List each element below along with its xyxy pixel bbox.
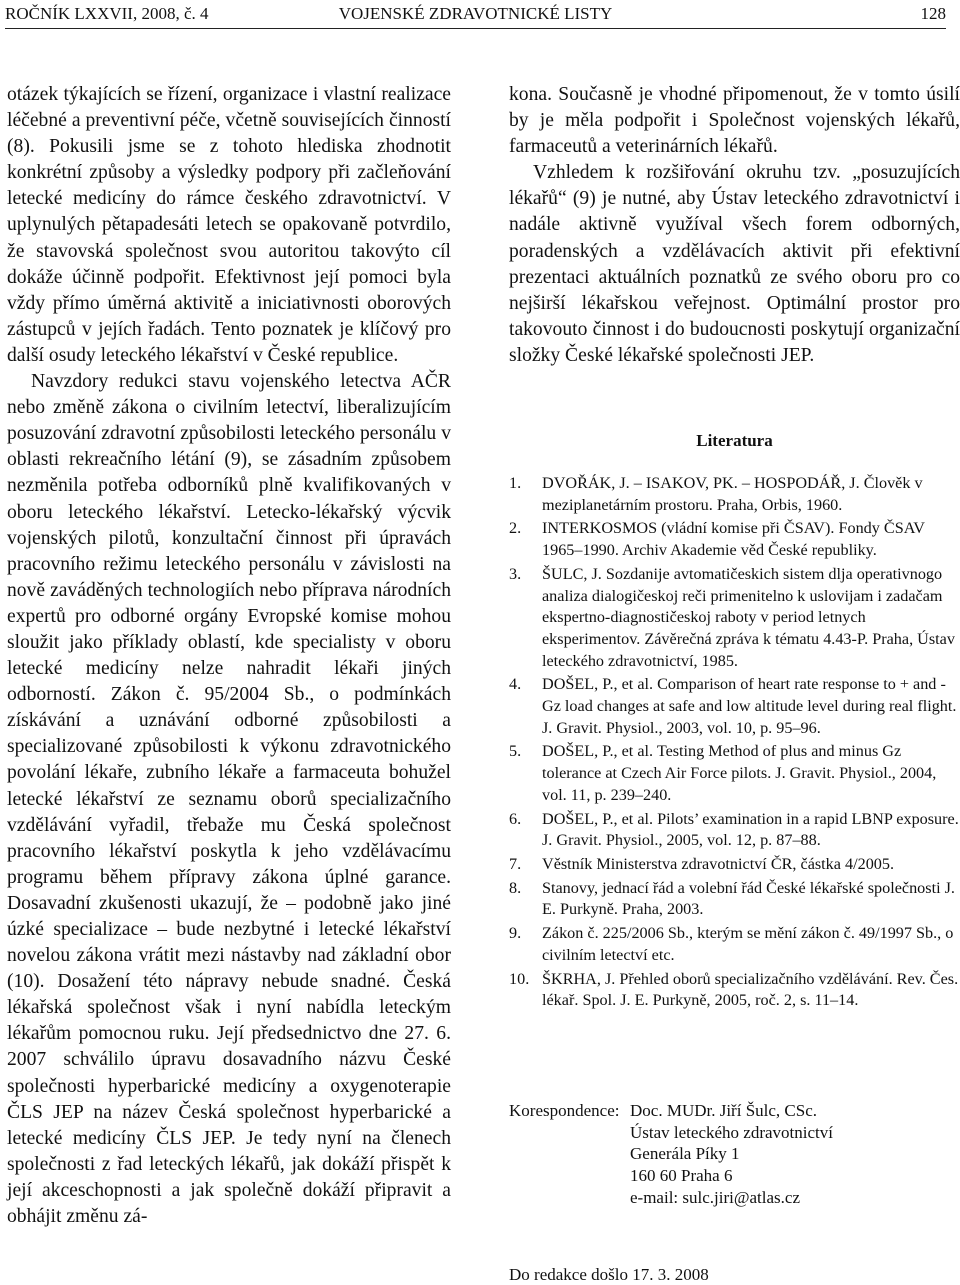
email-address: e-mail: sulc.jiri@atlas.cz — [630, 1187, 801, 1207]
reference-text: INTERKOSMOS (vládní komise při ČSAV). Fondy ČSAV 1965–1990. Archiv Akademie věd České republiky. — [542, 519, 925, 560]
reference-item — [509, 741, 960, 806]
journal-issue: ROČNÍK LXXVII, 2008, č. 4 — [5, 4, 209, 23]
reference-number: 7. — [509, 854, 522, 873]
reference-item — [509, 878, 960, 921]
reference-number: 8. — [509, 878, 522, 897]
paragraph: Navzdory redukci stavu vojenského letectva AČR nebo změně zákona o civilním letectví, liberalizujícím posuzování zdravotní způsobilosti leteckého personálu v oblasti rekreačního létání (9), se zásadním způsobem nezměnila potřeba odborníků plně kvalifikovaných v oboru leteckého lékařství. Letecko-lékařský výcvik vojenských pilotů, konzultační činnost při úpravách pracovního režimu leteckého personálu v závislosti na nově zaváděných technologiích nebo příprava národních expertů pro odborné orgány Evropské komise mohou sloužit jako příklady oblastí, kde specialisty v oboru letecké medicíny nelze nahradit lékaři jiných odborností. Zákon č. 95/2004 Sb., o podmínkách získávání a uznávání odborné způsobilosti a specializované způsobilosti k výkonu zdravotnického povolání lékaře, zubního lékaře a farmaceuta bohužel letecké lékařství ze seznamu oborů specializačního vzdělávání vyřadil, třebaže mu Česká společnost pracovního lékařství poskytla k jeho vzdělávacímu programu během přípravy zákona úplné garance. Dosavadní zkušenosti ukazují, že – podobně jako jiné úzké specializace – bude nezbytné i letecké lékařství novelou zákona vrátit mezi nástavby nad základní obor (10). Dosažení této nápravy nebude snadné. Česká lékařská společnost však i nyní nabídla leteckým lékařům pomocnou ruku. Její předsednictvo dne 27. 6. 2007 schválilo úpravu dosavadního názvu České společnosti hyperbarické medicíny a oxygenoterapie ČLS JEP na název Česká společnost hyperbarické a letecké medicíny ČLS JEP. Je tedy nyní na členech společnosti z řad leteckých lékařů, jak dokáží přispět k její akceschopnosti a jak společně dokáží připravit a obhájit změnu zá- — [7, 371, 451, 1228]
paragraph: kona. Současně je vhodné připomenout, že v tomto úsilí by je měla podpořit i Společnost vojenských lékařů, farmaceutů a veterinárních lékařů. — [509, 84, 960, 158]
paragraph: Vzhledem k rozšiřování okruhu tzv. „posuzujících lékařů“ (9) je nutné, aby Ústav leteckého zdravotnictví i nadále aktivně využíval všech forem odborných, poradenských a vzdělávacích aktivit při efektivní prezentaci aktuálních poznatků ze svého oboru pro co nejširší lékařskou veřejnost. Optimální prostor pro takovouto činnost i do budoucnosti poskytují organizační složky České lékařské společnosti JEP. — [509, 162, 960, 366]
reference-number: 4. — [509, 675, 522, 694]
page-number: 128 — [920, 4, 946, 23]
reference-number: 10. — [509, 969, 530, 988]
reference-text: Zákon č. 225/2006 Sb., kterým se mění zákon č. 49/1997 Sb., o civilním letectví etc. — [542, 924, 954, 964]
address-line: Generála Píky 1 — [630, 1144, 740, 1164]
address-line: 160 60 Praha 6 — [630, 1166, 733, 1186]
reference-text: Věstník Ministerstva zdravotnictví ČR, částka 4/2005. — [542, 854, 895, 873]
reference-text: DOŠEL, P., et al. Comparison of heart rate response to + and -Gz load changes at safe and low altitude level during real flight. J. Gravit. Physiol., 2003, vol. 10, p. 95–96. — [542, 675, 957, 737]
received-date: Do redakce došlo 17. 3. 2008 — [509, 1265, 709, 1285]
reference-item — [509, 854, 960, 876]
literature-heading: Literatura — [696, 431, 773, 451]
reference-item — [509, 564, 960, 673]
reference-number: 3. — [509, 564, 522, 583]
correspondence-label: Korespondence: — [509, 1100, 620, 1120]
reference-text: Stanovy, jednací řád a volební řád České lékařské společnosti J. E. Purkyně. Praha, 2003. — [542, 878, 955, 919]
running-header — [5, 0, 946, 28]
reference-number: 5. — [509, 742, 522, 761]
header-rule — [5, 28, 946, 29]
reference-item — [509, 674, 960, 739]
reference-item — [509, 923, 960, 966]
reference-number: 1. — [509, 474, 522, 493]
reference-text: ŠKRHA, J. Přehled oborů specializačního vzdělávání. Rev. Čes. lékař. Spol. J. E. Purkyně, 2005, roč. 2, s. 11–14. — [542, 969, 959, 1010]
left-column — [7, 82, 451, 1230]
reference-text: DOŠEL, P., et al. Pilots’ examination in a rapid LBNP exposure. J. Gravit. Physiol., 2005, vol. 12, p. 87–88. — [542, 809, 959, 850]
reference-number: 6. — [509, 809, 522, 828]
reference-text: DVOŘÁK, J. – ISAKOV, PK. – HOSPODÁŘ, J. Člověk v meziplanetárním prostoru. Praha, Orbis, 1960. — [542, 474, 923, 514]
reference-item — [509, 969, 960, 1012]
reference-text: ŠULC, J. Sozdanije avtomatičeskich sistem dlja operativnogo analiza dialogičeskoj reči primenitelno k uslovijam i zadačam ekspertno-diagnostičeskoj raboty v period letnych eksperimentov. Závěrečná zpráva k tématu 4.43-P. Praha, Ústav leteckého zdravotnictví, 1985. — [542, 564, 955, 670]
right-column — [509, 82, 960, 1285]
reference-list — [509, 473, 960, 1012]
correspondence-block — [509, 1100, 960, 1209]
reference-text: DOŠEL, P., et al. Testing Method of plus and minus Gz tolerance at Czech Air Force pilots. J. Gravit. Physiol., 2004, vol. 11, p. 239–240. — [542, 742, 937, 804]
reference-item — [509, 518, 960, 561]
journal-title: VOJENSKÉ ZDRAVOTNICKÉ LISTY — [338, 4, 613, 23]
address-line: Ústav leteckého zdravotnictví — [630, 1122, 833, 1142]
reference-number: 2. — [509, 519, 522, 538]
paragraph: otázek týkajících se řízení, organizace i vlastní realizace léčebné a preventivní péče, včetně souvisejících činností (8). Pokusili jsme se z tohoto hlediska zhodnotit konkrétní způsoby a výsledky podpory při začleňování letecké medicíny do rámce českého zdravotnictví. V uplynulých pětapadesáti letech se opakovaně potvrdilo, že stavovská společnost svou autoritou takovýto cíl dokáže účinně podpořit. Efektivnost její pomoci byla vždy přímo úměrná aktivitě a iniciativnosti oborových zástupců v jejích řadách. Tento poznatek je klíčový pro další osudy leteckého lékařství v České republice. — [7, 84, 451, 366]
reference-item — [509, 473, 960, 516]
reference-item — [509, 809, 960, 852]
correspondence-name: Doc. MUDr. Jiří Šulc, CSc. — [630, 1100, 817, 1120]
reference-number: 9. — [509, 924, 522, 943]
